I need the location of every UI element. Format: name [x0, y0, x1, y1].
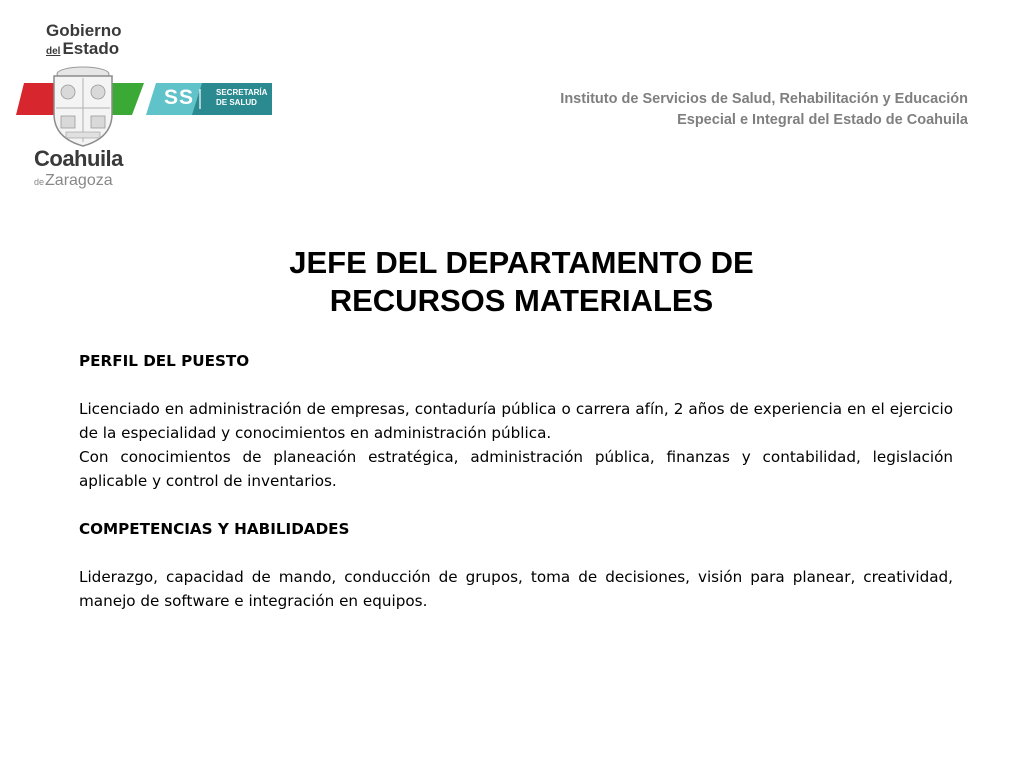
coat-of-arms-icon	[46, 64, 120, 148]
estado-label: Estado	[62, 39, 120, 58]
ss-badge-label: SS	[164, 86, 195, 109]
coahuila-label: Coahuila	[34, 146, 123, 171]
institute-line-2: Especial e Integral del Estado de Coahuila	[677, 112, 968, 128]
page-title	[0, 244, 1024, 320]
perfil-paragraph-2: Con conocimientos de planeación estratégica, administración pública, finanzas y contabilidad, legislación aplicable y control de inventarios.	[79, 448, 953, 490]
page-header	[0, 0, 1024, 190]
del-label: del	[46, 46, 61, 57]
government-logo	[16, 14, 276, 189]
institute-line-1: Instituto de Servicios de Salud, Rehabilitación y Educación	[560, 91, 968, 107]
gobierno-del-estado-wordmark	[46, 22, 122, 61]
secretaria-salud-label: SECRETARÍA DE SALUD	[216, 88, 268, 107]
gobierno-label: Gobierno	[46, 21, 122, 40]
title-line-1: JEFE DEL DEPARTAMENTO DE	[289, 245, 754, 280]
perfil-heading: PERFIL DEL PUESTO	[79, 352, 250, 370]
competencias-paragraph: Liderazgo, capacidad de mando, conducción de grupos, toma de decisiones, visión para planear, creatividad, manejo de software e integración en equipos.	[79, 568, 953, 610]
title-line-2: RECURSOS MATERIALES	[329, 283, 714, 318]
zaragoza-label: deZaragoza	[34, 172, 113, 189]
perfil-paragraph-1: Licenciado en administración de empresas, contaduría pública o carrera afín, 2 años de experiencia en el ejercicio de la especialidad y conocimientos en administración pública.	[79, 400, 953, 442]
institute-name	[560, 89, 968, 131]
competencias-heading: COMPETENCIAS Y HABILIDADES	[79, 520, 350, 538]
job-profile-content	[79, 349, 953, 613]
